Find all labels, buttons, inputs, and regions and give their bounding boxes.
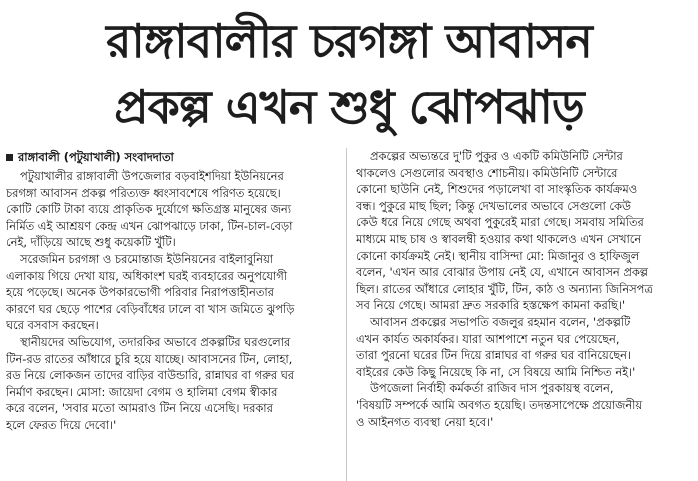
article-line: রড নিয়ে লোকজন তাদের বাড়ির বাউন্ডারি, রান্নাঘর বা গরুর ঘর	[6, 368, 295, 383]
article-line: টিন-রড রাতের আঁধারে চুরি হয়ে যাচ্ছে। আবাসনের টিন, লোহা,	[6, 351, 293, 366]
article-line: বলেন, 'এখন আর বোঝার উপায় নেই যে, এখানে আবাসন প্রকল্প	[356, 265, 648, 280]
article-line: 'বিষয়টি সম্পর্কে আমি অবগত হয়েছি। তদন্তসাপেক্ষে প্রয়োজনীয়	[356, 397, 643, 412]
article-line: ছিল। রাতের আঁধারে লোহার খুঁটি, টিন, কাঠ ও অন্যান্য জিনিসপত্র	[356, 281, 653, 296]
article-line: হয়ে পড়েছে। অনেক উপকারভোগী পরিবার নিরাপত্তাহীনতার	[6, 285, 274, 300]
right-column-text	[356, 148, 686, 430]
left-column	[6, 148, 336, 481]
article-line: পটুয়াখালীর রাঙ্গাবালী উপজেলার বড়বাইশদিয়া ইউনিয়নের	[20, 169, 284, 183]
headline-line-2: প্রকল্প এখন শুধু ঝোপঝাড়	[114, 80, 584, 134]
article-line: নির্মিত এই আশ্রয়ণ কেন্দ্র এখন ঝোপঝাড়ে ঢাকা, টিন-চাল-বেড়া	[6, 218, 293, 233]
article-line: কারণে ঘর ছেড়ে পাশের বেড়িবাঁধের ঢালে বা খাস জমিতে ঝুপড়ি	[6, 301, 295, 316]
byline-row	[6, 148, 336, 166]
left-column-text	[6, 168, 336, 434]
byline: রাঙ্গাবালী (পটুয়াখালী) সংবাদদাতা	[18, 149, 174, 164]
article-body	[6, 148, 692, 481]
article-line: প্রকল্পের অভ্যন্তরে দু'টি পুকুর ও একটি কমিউনিটি সেন্টার	[370, 149, 623, 163]
article-line: সব নিয়ে গেছে। আমরা দ্রুত সরকারি হস্তক্ষেপ কামনা করছি।'	[356, 298, 626, 313]
article-line: মাধ্যমে মাছ চাষ ও স্বাবলম্বী হওয়ার কথা থাকলেও এখন সেখানে	[356, 231, 642, 246]
article-line: কেউ ধরে নিয়ে গেছে অথবা পুকুরেই মারা গেছে। সমবায় সমিতির	[356, 215, 644, 230]
article-line: ও আইনগত ব্যবস্থা নেয়া হবে।'	[356, 414, 494, 429]
article-line: বন্ধ। পুকুরে মাছ ছিল; কিন্তু দেখভালের অভাবে সেগুলো কেউ	[356, 198, 631, 213]
article-line: তারা পুরনো ঘরের টিন দিয়ে রান্নাঘর বা গরুর ঘর বানিয়েছেন।	[356, 348, 632, 363]
article-line: থাকলেও সেগুলোর অবস্থাও শোচনীয়। কমিউনিটি সেন্টারে	[356, 165, 618, 180]
article-line: নেই, দাঁড়িয়ে আছে শুধু কয়েকটি খুঁটি।	[6, 235, 176, 250]
article-line: সরেজমিন চরগঙ্গা ও চরমোন্তাজ ইউনিয়নের বাইলাবুনিয়া	[20, 251, 274, 266]
article-line: কোটি কোটি টাকা ব্যয়ে প্রাকৃতিক দুর্যোগে ক্ষতিগ্রস্ত মানুষের জন্য	[6, 202, 292, 217]
article-line: কোনো কার্যক্রমই নেই। স্থানীয় বাসিন্দা মো: মিজানুর ও হাফিজুল	[356, 248, 640, 263]
article-line: নির্মাণ করছেন। মোসা: জায়েদা বেগম ও হালিমা বেগম স্বীকার	[6, 384, 278, 399]
article-line: ঘরে বসবাস করছেন।	[6, 318, 99, 333]
article-line: কোনো ছাউনি নেই, শিশুদের পড়ালেখা বা সাংস্কৃতিক কার্যক্রমও	[356, 182, 638, 197]
headline	[0, 0, 698, 148]
right-column	[356, 148, 686, 481]
square-bullet-icon	[6, 154, 13, 161]
article-line: করে বলেন, 'সবার মতো আমরাও টিন নিয়ে এসেছি। দরকার	[6, 401, 273, 416]
article-line: আবাসন প্রকল্পের সভাপতি বজলুর রহমান বলেন, 'প্রকল্পটি	[370, 314, 631, 329]
article-line: হলে ফেরত দিয়ে দেবো।'	[6, 417, 117, 432]
article-line: স্থানীয়দের অভিযোগ, তদারকির অভাবে প্রকল্পটির ঘরগুলোর	[20, 334, 291, 349]
article-line: এলাকায় গিয়ে দেখা যায়, অধিকাংশ ঘরই ব্যবহারের অনুপযোগী	[6, 268, 287, 283]
article-line: উপজেলা নির্বাহী কর্মকর্তা রাজিব দাস পুরকায়স্থ বলেন,	[370, 381, 614, 396]
column-divider	[346, 148, 347, 481]
headline-line-1: রাঙ্গাবালীর চরগঙ্গা আবাসন	[106, 14, 592, 68]
article-line: বাইরের কেউ কিছু নিয়েছে কি না, সে বিষয়ে আমি নিশ্চিত নই।'	[356, 364, 636, 379]
article-line: এখন কার্যত অকার্যকর। যারা আশপাশে নতুন ঘর পেয়েছেন,	[356, 331, 620, 346]
article-line: চরগঙ্গা আবাসন প্রকল্প পরিত্যক্ত ধ্বংসাবশেষে পরিণত হয়েছে।	[6, 185, 281, 200]
